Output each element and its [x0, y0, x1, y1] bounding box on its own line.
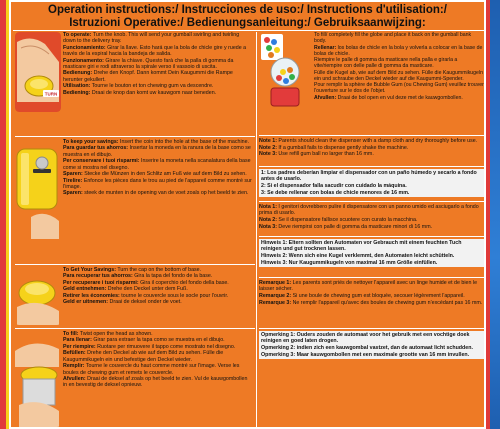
refill-section: [259, 32, 484, 128]
paragraph: [63, 158, 253, 171]
section-divider: [259, 135, 484, 136]
note-label: Nota 1:: [259, 204, 277, 210]
paragraph-label: Remplir:: [63, 363, 85, 370]
note-text: Si une boule de chewing gum est bloquée, secouer légèrement l'appareil.: [291, 292, 465, 299]
paragraph-label: Sparen:: [63, 190, 83, 197]
coin-insert-icon: [15, 139, 61, 251]
paragraph-label: Per conservare i tuoi risparmi:: [63, 158, 140, 165]
paragraph-text: Draai de deksel onder de voet.: [108, 299, 182, 306]
notes-italian: [259, 204, 484, 230]
paragraph-label: Tirelire:: [63, 177, 83, 184]
note-label: Hinweis 2:: [261, 252, 288, 259]
paragraph-label: Bedienung:: [63, 70, 93, 77]
paragraph: [63, 145, 253, 158]
paragraph-text: Gira il coperchio del fondo della base.: [138, 279, 229, 286]
paragraph: [314, 45, 484, 57]
turn-label: TURN: [44, 91, 58, 97]
paragraph: [63, 83, 253, 89]
note: [261, 345, 482, 351]
paragraph: [63, 299, 253, 305]
paragraph-text: Drehe den Deckel unter dem Fuß.: [106, 286, 188, 293]
paragraph-text: Enfonce les pièces dans le trou au pied de l'appareil comme montré sur l'image.: [63, 177, 252, 190]
paragraph: [63, 45, 253, 58]
note: [261, 170, 482, 182]
notes-german: [259, 239, 484, 267]
paragraph: [63, 32, 253, 45]
paragraph: [63, 178, 253, 191]
note: [261, 190, 482, 196]
note-text: 1: Los padres deberían limpiar el dispensador con un paño húmedo y secarlo a fondo antes de usarlo.: [261, 170, 477, 183]
section-divider: [259, 236, 484, 237]
paragraph-label: Retirer les économies:: [63, 292, 120, 299]
paragraph-label: To Get Your Savings:: [63, 267, 116, 273]
paragraph-text: Draai de knop dan komt uw kauwgom naar beneden.: [90, 89, 217, 96]
paragraph-label: Sparen:: [63, 171, 83, 178]
paragraph: [63, 350, 253, 363]
paragraph: [63, 139, 253, 145]
note-text: Parents should clean the dispenser with a damp cloth and dry thoroughly before use.: [276, 138, 478, 144]
paragraph-text: Draai de bol open en vul deze met de kauwgombollen.: [336, 94, 463, 101]
note: [261, 260, 482, 266]
fill-section: [15, 331, 255, 427]
paragraph: [63, 331, 253, 337]
operate-section: [15, 32, 255, 124]
paragraph: [63, 70, 253, 83]
paragraph-label: Funzionamento:: [63, 57, 104, 64]
column-divider: [256, 32, 257, 427]
paragraph: [63, 58, 253, 71]
paragraph-text: To fill/ completely fill the globe and place it back on the gumball bank body.: [314, 32, 472, 44]
paragraph: [63, 344, 253, 350]
section-divider: [259, 277, 484, 278]
note: [259, 224, 484, 230]
note-label: Opmerking 2:: [261, 344, 296, 351]
get-savings-section: [15, 267, 255, 327]
note-text: Use refill gum ball no larger than 16 mm.: [276, 151, 374, 158]
note-label: Opmerking 3:: [261, 351, 296, 358]
paragraph: [63, 171, 253, 177]
note: [259, 217, 484, 223]
note: [259, 293, 484, 299]
paragraph-label: Geld entnehmen:: [63, 286, 107, 293]
paragraph-label: To operate:: [63, 32, 92, 38]
paragraph: [63, 90, 253, 96]
note: [261, 183, 482, 189]
note-label: Remarque 3:: [259, 299, 292, 306]
paragraph-label: Rellenar:: [314, 44, 337, 51]
paragraph-label: Afvullen:: [314, 94, 337, 101]
paragraph-text: Gira la tapa del fondo de la base.: [132, 273, 213, 280]
paragraph: [63, 190, 253, 196]
note: [259, 151, 484, 157]
note: [259, 145, 484, 151]
note: [261, 240, 482, 252]
paragraph-text: Pour remplir la sphère de Bubble Gum (ou Chewing Gum) veuillez trouver l'ouverture sur le dos de l'objet.: [314, 82, 484, 94]
note: [261, 253, 482, 259]
note-label: Note 2:: [259, 144, 277, 151]
note-text: Eltern sollten den Automaten vor Gebrauch mit einem feuchten Tuch reinigen und gut trocknen lassen.: [261, 240, 462, 253]
note: [259, 280, 484, 292]
note: [261, 352, 482, 358]
note: [259, 204, 484, 216]
paragraph-label: Para guardar tus ahorros:: [63, 145, 129, 152]
paragraph-text: los bolas de chicle en la bola y volverla a colocar en la base de bolas de chicle.: [314, 44, 483, 57]
title-line-2: Istruzioni Operative:/ Bedienungsanleitung:/ Gebruiksaanwijzing:: [69, 16, 426, 29]
paragraph-text: Riempire le palle di gomma da masticare nella palla e girarla a vite/riempire con delle palle di gomma da masticare.: [314, 57, 458, 69]
title-line-1: Operation instructions:/ Instrucciones de uso:/ Instructions d'utilisation:/: [48, 4, 447, 16]
operate-text: [63, 32, 253, 96]
note-label: Note 3:: [259, 151, 277, 158]
note-text: Deve riempirsi con palle di gomma da masticare minori di 16 mm.: [276, 223, 433, 230]
knob-illustration: [15, 32, 61, 112]
paragraph-text: Turn the knob. This will send your gumball swirling and twirling down to the delivery tray.: [63, 32, 240, 45]
paragraph: [63, 363, 253, 376]
paragraph-text: Fülle die Kugel ab, wie auf dem Bild zu sehen. Fülle die Kaugummikugeln ein und schraube den Deckel wieder auf die Kaugummi-Spender.: [314, 69, 483, 82]
paragraph-text: Girare la chiave. Questo farà che la palla di gomma da masticare giri e rodi attraverso la spirale verso il vassoio di uscita.: [63, 57, 234, 70]
note-label: Note 1:: [259, 138, 277, 144]
hand-turning-knob-icon: [15, 32, 61, 112]
right-color-strip: [490, 0, 500, 429]
paragraph-text: Draai de deksel af zoals op het beeld te zien. Vul de kauwgombollen in en bevestig de deksel opnieuw.: [63, 376, 248, 389]
note-text: Les parents sont priés de nettoyer l'appareil avec un linge humide et de bien le laisser sécher.: [259, 280, 478, 293]
note-text: Nur Kaugummikugeln von maximal 16 mm Größe einfüllen.: [287, 259, 438, 266]
note-label: Opmerking 1:: [261, 332, 296, 338]
paragraph-text: Drehe den Deckel ab wie auf dem Bild zu sehen. Fülle die Kaugummikugeln ein und befestige den Deckel wieder.: [63, 350, 224, 363]
note-text: If a gumball fails to dispense gently shake the machine.: [276, 144, 409, 151]
paragraph-label: Bediening:: [63, 89, 91, 96]
paragraph-text: Turn the cap on the bottom of base.: [115, 267, 202, 273]
note-text: Ne remplir l'appareil qu'avec des boules de chewing gum n'excédant pas 16 mm.: [291, 299, 483, 306]
title-divider: [13, 30, 484, 31]
paragraph-text: Insert the coin into the hole at the base of the machine.: [118, 139, 249, 145]
paragraph-label: Per riempire:: [63, 343, 96, 350]
paragraph: [314, 95, 484, 101]
note-text: 3: Se debe rellenar con bolas de chicle menores de 16 mm.: [261, 189, 410, 196]
paragraph: [63, 337, 253, 343]
section-divider: [259, 328, 484, 329]
notes-dutch: [259, 331, 484, 359]
note-text: Wenn sich eine Kugel verklemmt, den Automaten leicht schütteln.: [287, 252, 455, 259]
section-divider: [15, 328, 255, 329]
paragraph-label: Utilisation:: [63, 83, 91, 90]
paragraph-label: Geld er uitnemen:: [63, 299, 109, 306]
instruction-panel: [9, 0, 486, 429]
paragraph: [63, 293, 253, 299]
cap-turn-icon: [15, 267, 61, 325]
paragraph-label: Funcionamiento:: [63, 44, 106, 51]
paragraph-text: steek de munten in de opening van de voet zoals op het beeld te zien.: [82, 190, 249, 197]
note: [261, 332, 482, 344]
paragraph: [63, 376, 253, 389]
paragraph-label: To fill:: [63, 331, 79, 337]
instructions-title: [11, 4, 484, 29]
paragraph-label: Para recuperar tus ahorros:: [63, 273, 133, 280]
note-text: Maar kauwgombollen met een maximale grootte van 16 mm invullen.: [295, 351, 470, 358]
paragraph: [314, 32, 484, 44]
paragraph: [63, 280, 253, 286]
note-label: Hinweis 1:: [261, 240, 288, 246]
paragraph-text: Stecke die Münzen in den Schlitz am Fuß wie auf dem Bild zu sehen.: [82, 171, 247, 178]
paragraph: [63, 273, 253, 279]
paragraph: [314, 70, 484, 82]
note-label: Remarque 2:: [259, 292, 292, 299]
paragraph-text: Ruotare per rimuovere il tappo come mostrato nel disegno.: [95, 343, 236, 350]
note-text: Ouders zouden de automaat voor het gebruik met een vochtige doek reinigen en goed laten drogen.: [261, 332, 470, 345]
note-text: indien zich een kauwgombal vastzet, dan de automaat licht schudden.: [295, 344, 473, 351]
refill-text: [314, 32, 484, 101]
paragraph-text: tourne le couvercle sous le socle pour l'ouvrir.: [119, 292, 229, 299]
savings-section: [15, 139, 255, 251]
note: [259, 138, 484, 144]
note-text: 2: Si el dispensador falla sacudir con cuidado la máquina.: [261, 182, 407, 189]
paragraph: [63, 267, 253, 273]
coin-slot-illustration: [15, 139, 61, 251]
paragraph-label: Per recuperare i tuoi risparmi:: [63, 279, 139, 286]
paragraph-text: Twist open the head as shown.: [78, 331, 153, 337]
note-label: Nota 2:: [259, 216, 277, 223]
note-label: Remarque 1:: [259, 280, 292, 286]
note: [259, 300, 484, 306]
paragraph: [63, 286, 253, 292]
section-divider: [15, 136, 255, 137]
paragraph-text: Girar para extraer la tapa como se muestra en el dibujo.: [91, 337, 225, 344]
savings-text: [63, 139, 253, 197]
fill-text: [63, 331, 253, 389]
paragraph-label: Afvullen:: [63, 376, 86, 383]
note-text: Se il dispensatore fallisce scuotere con curato la macchina.: [276, 216, 418, 223]
paragraph-label: Befüllen:: [63, 350, 86, 357]
paragraph-text: Inserire la moneta nella scanalatura della base come si mostra nel disegno.: [63, 158, 251, 171]
note-label: Nota 3:: [259, 223, 277, 230]
twist-open-illustration: [15, 331, 61, 427]
twist-open-icon: [15, 331, 61, 427]
notes-french: [259, 280, 484, 306]
section-divider: [259, 166, 484, 167]
gumball-globe-illustration: [259, 32, 311, 114]
paragraph-text: Insertar la moneda en la ranura de la base como se muestra en el dibujo.: [63, 145, 251, 158]
paragraph: [314, 57, 484, 69]
paragraph: [314, 82, 484, 94]
paragraph-label: To keep your savings:: [63, 139, 119, 145]
paragraph-label: Para llenar:: [63, 337, 92, 344]
paragraph-text: Tourne le couvercle du haut comme montré sur l'image. Verse les boules de chewing gum et remets le couvercle.: [63, 363, 240, 376]
paragraph-text: Tourne le bouton et ton chewing gum va descendre.: [90, 83, 214, 90]
notes-spanish: [259, 169, 484, 197]
notes-english: [259, 138, 484, 158]
gumball-globe-icon: [259, 32, 311, 114]
get-savings-text: [63, 267, 253, 306]
cap-illustration: [15, 267, 61, 325]
paragraph-text: Girar la llave. Esto hará que la bola de chicle gire y ruede a través de la espiral hacia la bandeja de salida.: [63, 44, 247, 58]
note-text: I genitori dovrebbero pulire il dispensatore con un panno umido ed asciugarlo a fondo prima di usarlo.: [259, 204, 479, 217]
section-divider: [15, 264, 255, 265]
section-divider: [259, 201, 484, 202]
note-label: Hinweis 3:: [261, 259, 288, 266]
paragraph-text: Drehe den Knopf. Dann kommt Dein Kaugummi die Rampe herunter gekullert.: [63, 70, 233, 83]
